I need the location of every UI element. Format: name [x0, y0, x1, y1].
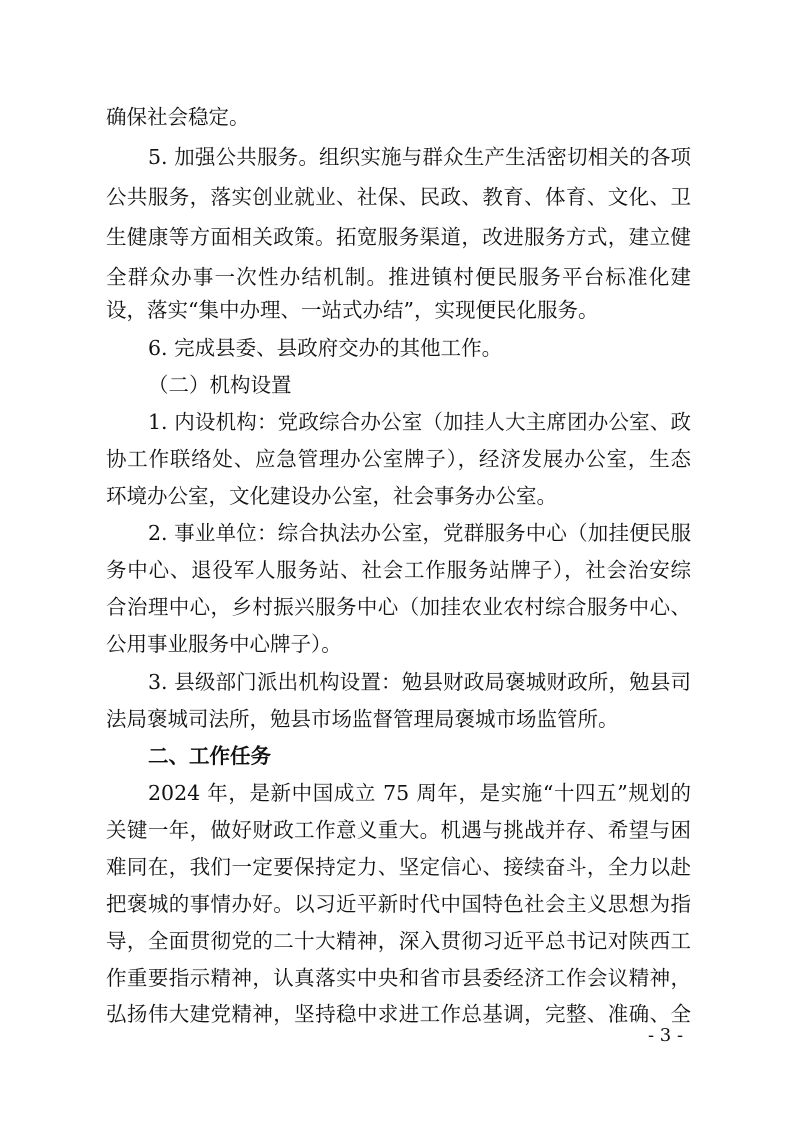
text-line: 设，落实“集中办理、一站式办结”，实现便民化服务。 [106, 298, 599, 322]
text-line: 协工作联络处、应急管理办公室牌子），经济发展办公室，生态 [106, 447, 691, 471]
text-line: 弘扬伟大建党精神，坚持稳中求进工作总基调，完整、准确、全 [106, 1002, 691, 1026]
text-line: 把褒城的事情办好。以习近平新时代中国特色社会主义思想为指 [106, 892, 691, 916]
text-line: 全群众办事一次性办结机制。推进镇村便民服务平台标准化建 [106, 265, 691, 289]
section-heading: 二、工作任务 [148, 744, 271, 768]
text-line: 导，全面贯彻党的二十大精神，深入贯彻习近平总书记对陕西工 [106, 929, 691, 953]
section-heading: （二）机构设置 [148, 373, 292, 397]
text-line: 2. 事业单位：综合执法办公室，党群服务中心（加挂便民服 [148, 521, 691, 545]
text-line: 关键一年，做好财政工作意义重大。机遇与挑战并存、希望与困 [106, 818, 691, 842]
text-line: 环境办公室，文化建设办公室，社会事务办公室。 [106, 484, 557, 508]
text-line: 难同在，我们一定要保持定力、坚定信心、接续奋斗，全力以赴 [106, 855, 691, 879]
text-line: 确保社会稳定。 [106, 105, 250, 129]
text-line: 务中心、退役军人服务站、社会工作服务站牌子），社会治安综 [106, 558, 691, 582]
text-line: 法局褒城司法所，勉县市场监督管理局褒城市场监管所。 [106, 707, 619, 731]
text-line: 3. 县级部门派出机构设置：勉县财政局褒城财政所，勉县司 [148, 670, 691, 694]
text-line: 合治理中心，乡村振兴服务中心（加挂农业农村综合服务中心、 [106, 595, 691, 619]
text-line: 6. 完成县委、县政府交办的其他工作。 [148, 336, 503, 360]
text-line: 公共服务，落实创业就业、社保、民政、教育、体育、文化、卫 [106, 185, 691, 209]
text-line: 2024 年，是新中国成立 75 周年，是实施“十四五”规划的 [148, 781, 691, 805]
text-line: 公用事业服务中心牌子）。 [106, 632, 342, 656]
page-number: - 3 - [648, 1025, 684, 1046]
text-line: 1. 内设机构：党政综合办公室（加挂人大主席团办公室、政 [148, 410, 691, 434]
text-line: 生健康等方面相关政策。拓宽服务渠道，改进服务方式，建立健 [106, 225, 691, 249]
text-line: 5. 加强公共服务。组织实施与群众生产生活密切相关的各项 [148, 145, 691, 169]
text-line: 作重要指示精神，认真落实中央和省市县委经济工作会议精神， [106, 966, 691, 990]
